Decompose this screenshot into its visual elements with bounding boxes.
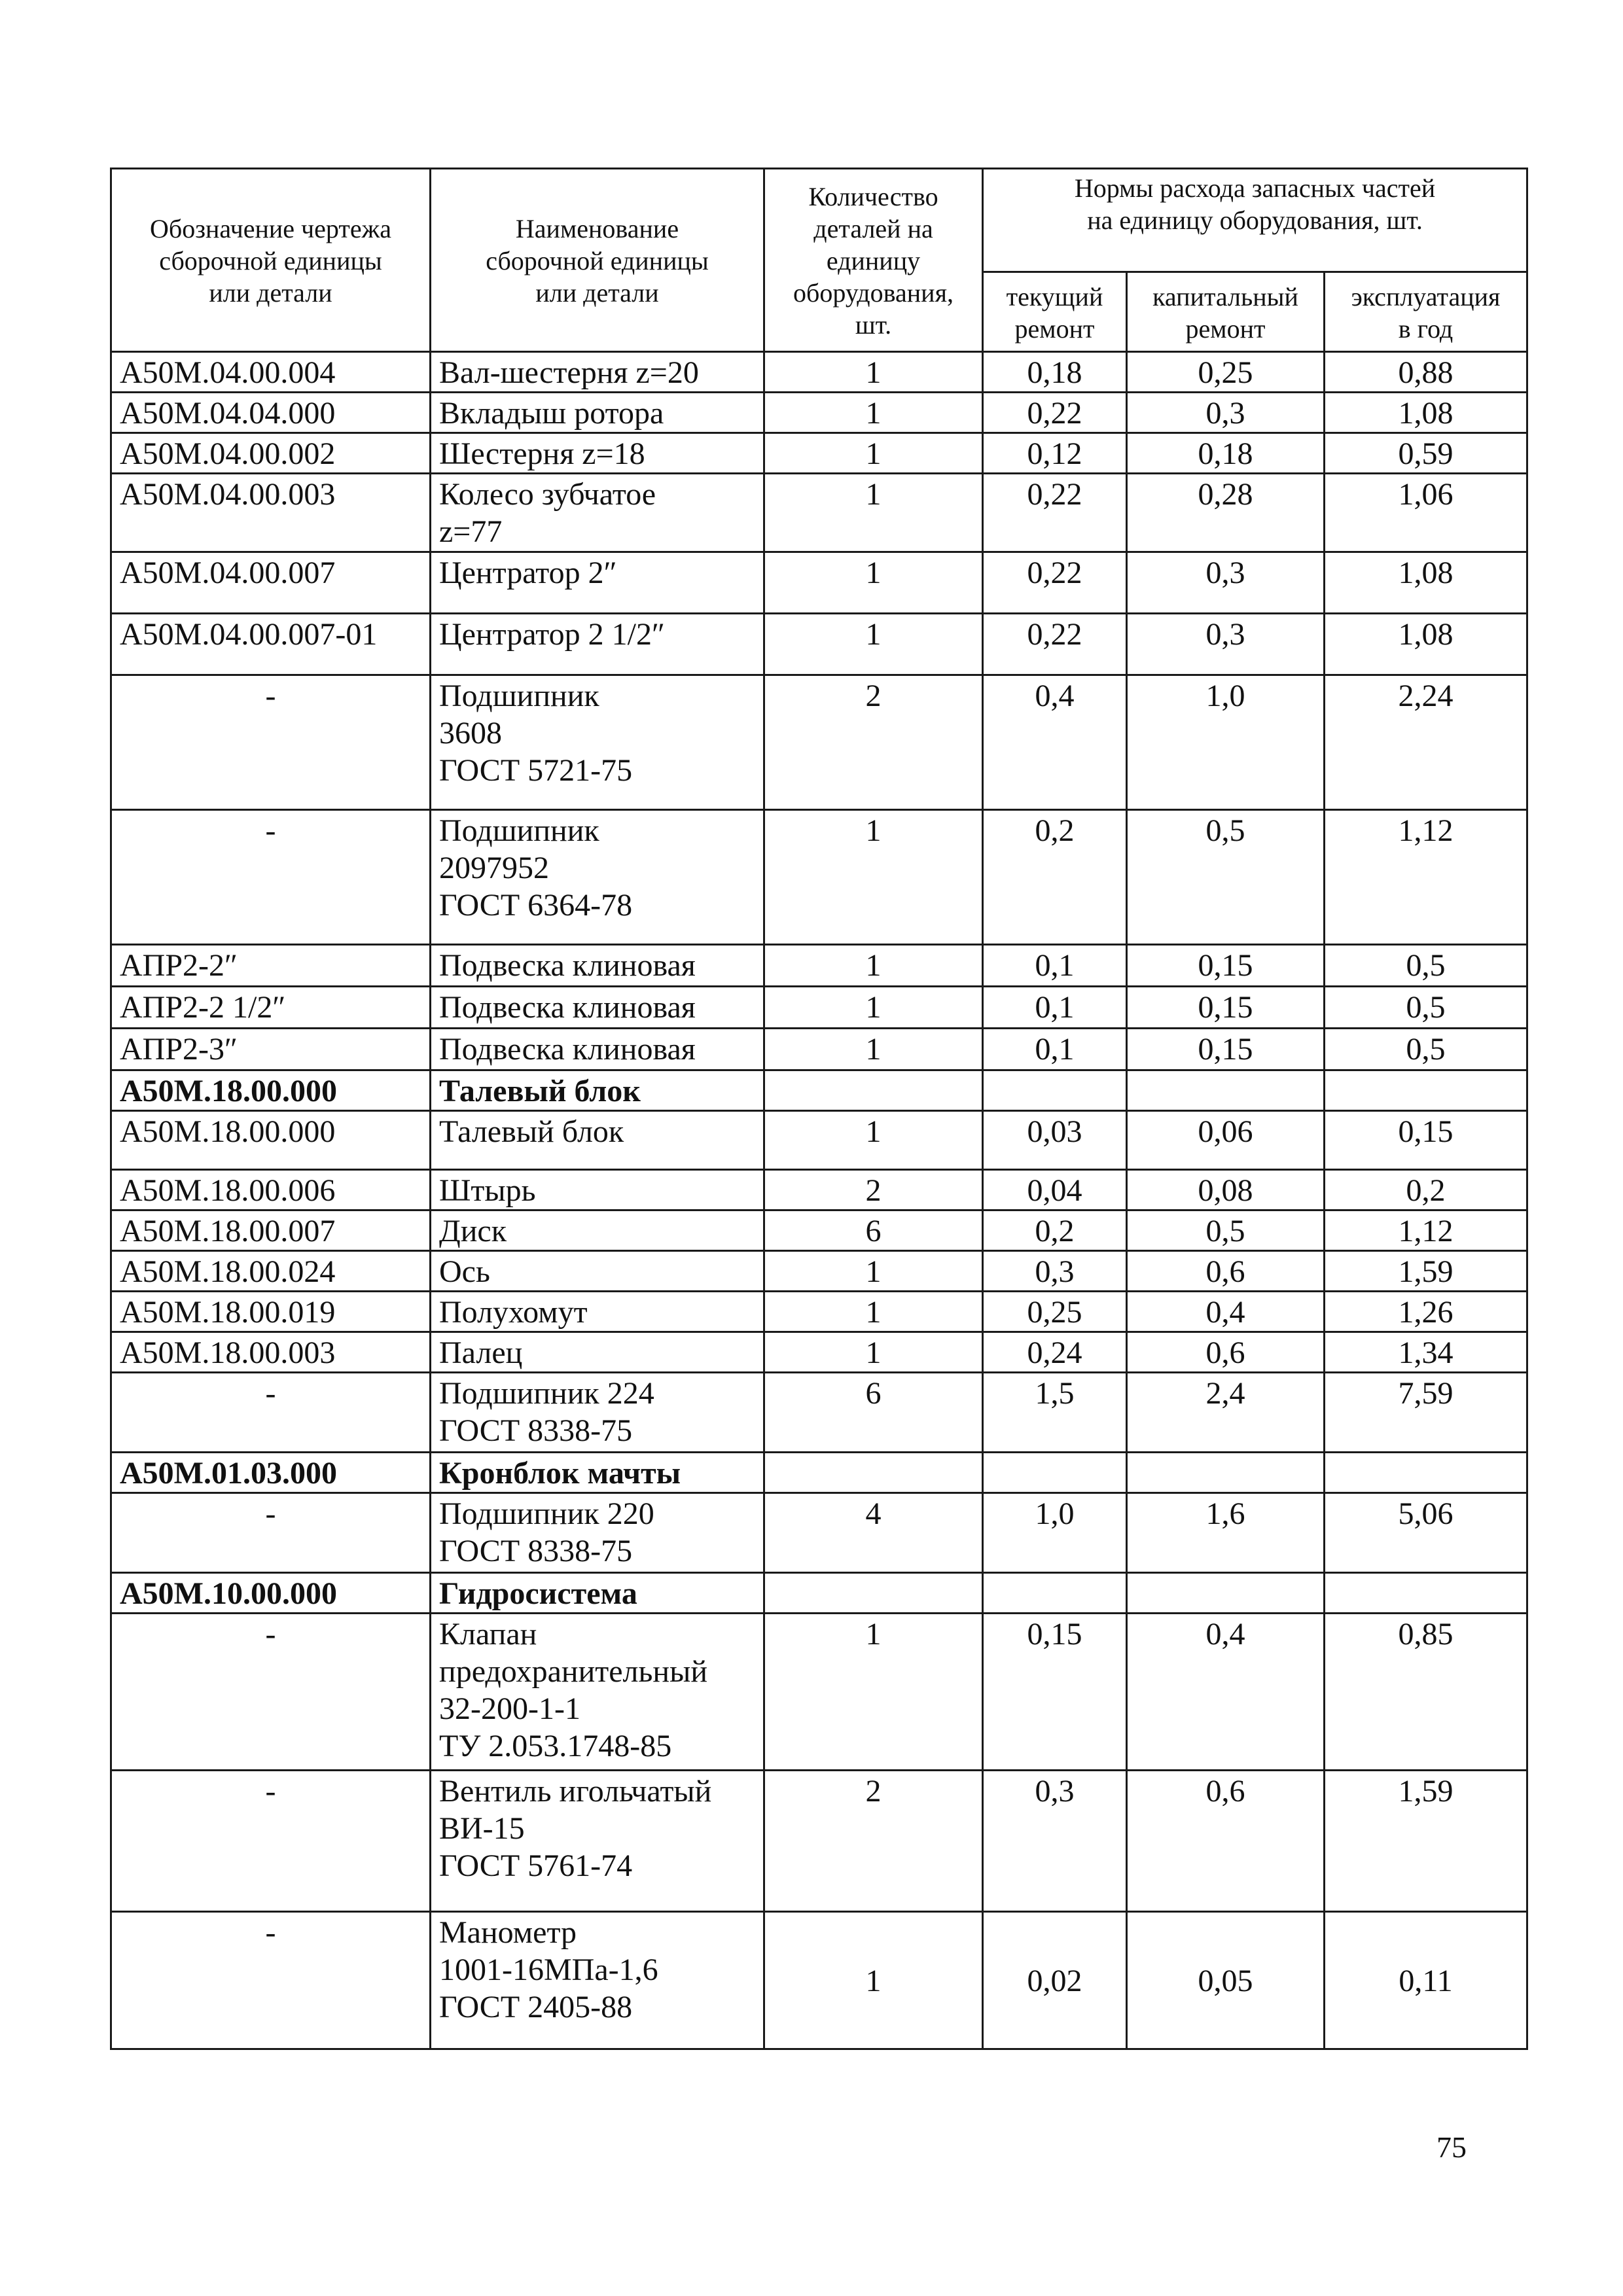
cell-operation-per-year: 0,59 <box>1325 433 1527 474</box>
header-line: или детали <box>535 278 659 308</box>
header-drawing-code <box>111 169 431 352</box>
cell-drawing-code: А50М.01.03.000 <box>111 1453 431 1493</box>
item-name-line: Талевый блок <box>439 1074 641 1108</box>
header-line: единицу <box>826 246 921 275</box>
item-name-line: Подвеска клиновая <box>439 990 696 1025</box>
cell-item-name <box>431 1614 764 1771</box>
cell-current-repair: 0,22 <box>983 614 1127 675</box>
item-name-line: 3608 <box>439 716 502 751</box>
cell-operation-per-year: 1,08 <box>1325 552 1527 614</box>
cell-quantity: 1 <box>764 987 983 1029</box>
cell-operation-per-year: 0,15 <box>1325 1111 1527 1170</box>
item-name-line: Гидросистема <box>439 1576 637 1611</box>
cell-capital-repair: 0,08 <box>1127 1170 1325 1210</box>
table-row <box>111 1493 1527 1573</box>
item-name-line: Ось <box>439 1254 490 1289</box>
cell-operation-per-year: 1,06 <box>1325 474 1527 552</box>
cell-operation-per-year: 1,59 <box>1325 1251 1527 1292</box>
header-line: сборочной единицы <box>159 246 382 275</box>
cell-quantity <box>764 1573 983 1614</box>
cell-capital-repair: 0,3 <box>1127 393 1325 433</box>
cell-quantity: 1 <box>764 1332 983 1373</box>
cell-current-repair: 0,02 <box>983 1912 1127 2049</box>
header-line: оборудования, <box>793 278 954 308</box>
header-line: шт. <box>855 310 892 340</box>
cell-item-name <box>431 1251 764 1292</box>
cell-quantity: 1 <box>764 1614 983 1771</box>
item-name-line: ТУ 2.053.1748-85 <box>439 1729 672 1763</box>
cell-current-repair: 0,22 <box>983 552 1127 614</box>
table-row <box>111 945 1527 987</box>
cell-drawing-code: А50М.18.00.006 <box>111 1170 431 1210</box>
cell-drawing-code: А50М.04.00.007-01 <box>111 614 431 675</box>
cell-item-name <box>431 1111 764 1170</box>
table-row <box>111 433 1527 474</box>
cell-drawing-code: А50М.04.00.003 <box>111 474 431 552</box>
cell-item-name <box>431 810 764 945</box>
cell-current-repair: 0,18 <box>983 352 1127 393</box>
cell-item-name <box>431 1070 764 1111</box>
table-row <box>111 393 1527 433</box>
cell-item-name <box>431 1332 764 1373</box>
cell-capital-repair: 0,05 <box>1127 1912 1325 2049</box>
cell-capital-repair: 0,06 <box>1127 1111 1325 1170</box>
cell-item-name <box>431 1493 764 1573</box>
item-name-line: 32-200-1-1 <box>439 1691 580 1726</box>
header-current-repair <box>983 272 1127 352</box>
cell-current-repair: 0,3 <box>983 1771 1127 1912</box>
cell-drawing-code: АПР2-3″ <box>111 1029 431 1070</box>
cell-operation-per-year: 2,24 <box>1325 675 1527 810</box>
header-line: сборочной единицы <box>486 246 709 275</box>
cell-capital-repair: 0,15 <box>1127 1029 1325 1070</box>
cell-current-repair: 0,4 <box>983 675 1127 810</box>
item-name-line: ВИ-15 <box>439 1811 525 1846</box>
cell-drawing-code: - <box>111 810 431 945</box>
cell-capital-repair: 0,5 <box>1127 810 1325 945</box>
cell-drawing-code: А50М.04.00.007 <box>111 552 431 614</box>
cell-drawing-code: - <box>111 675 431 810</box>
header-consumption-norms <box>983 169 1527 272</box>
cell-current-repair: 0,15 <box>983 1614 1127 1771</box>
cell-quantity: 2 <box>764 675 983 810</box>
item-name-line: 2097952 <box>439 851 549 885</box>
item-name-line: ГОСТ 5721-75 <box>439 753 633 788</box>
cell-item-name <box>431 945 764 987</box>
cell-capital-repair <box>1127 1453 1325 1493</box>
cell-operation-per-year <box>1325 1070 1527 1111</box>
table-row <box>111 1210 1527 1251</box>
table-row <box>111 1771 1527 1912</box>
table-row <box>111 810 1527 945</box>
cell-item-name <box>431 1029 764 1070</box>
section-row <box>111 1070 1527 1111</box>
item-name-line: Штырь <box>439 1173 536 1208</box>
header-line: капитальный <box>1152 281 1298 311</box>
cell-capital-repair: 0,28 <box>1127 474 1325 552</box>
item-name-line: Подвеска клиновая <box>439 948 696 983</box>
cell-drawing-code: АПР2-2″ <box>111 945 431 987</box>
header-line: Количество <box>808 182 938 211</box>
cell-quantity: 6 <box>764 1210 983 1251</box>
header-line: Наименование <box>515 214 679 243</box>
cell-operation-per-year: 0,88 <box>1325 352 1527 393</box>
cell-capital-repair: 1,6 <box>1127 1493 1325 1573</box>
cell-operation-per-year: 1,26 <box>1325 1292 1527 1332</box>
cell-operation-per-year: 5,06 <box>1325 1493 1527 1573</box>
cell-current-repair: 0,22 <box>983 393 1127 433</box>
section-row <box>111 1453 1527 1493</box>
cell-operation-per-year: 1,59 <box>1325 1771 1527 1912</box>
table-row <box>111 987 1527 1029</box>
table-row <box>111 474 1527 552</box>
cell-drawing-code: А50М.04.00.004 <box>111 352 431 393</box>
cell-current-repair: 0,24 <box>983 1332 1127 1373</box>
cell-current-repair: 0,04 <box>983 1170 1127 1210</box>
cell-capital-repair: 0,15 <box>1127 987 1325 1029</box>
item-name-line: Диск <box>439 1214 507 1248</box>
page-number: 75 <box>1436 2130 1467 2164</box>
cell-drawing-code: А50М.04.00.002 <box>111 433 431 474</box>
cell-capital-repair <box>1127 1573 1325 1614</box>
header-line: на единицу оборудования, шт. <box>1087 205 1423 235</box>
cell-quantity: 2 <box>764 1170 983 1210</box>
item-name-line: Вентиль игольчатый <box>439 1774 712 1809</box>
header-line: или детали <box>209 278 332 308</box>
cell-current-repair: 0,1 <box>983 1029 1127 1070</box>
cell-quantity: 1 <box>764 352 983 393</box>
cell-operation-per-year <box>1325 1573 1527 1614</box>
cell-current-repair: 0,2 <box>983 1210 1127 1251</box>
table-row <box>111 1912 1527 2049</box>
cell-current-repair <box>983 1453 1127 1493</box>
cell-current-repair: 1,0 <box>983 1493 1127 1573</box>
cell-item-name <box>431 987 764 1029</box>
cell-drawing-code: - <box>111 1373 431 1453</box>
header-operation-per-year <box>1325 272 1527 352</box>
cell-drawing-code: А50М.10.00.000 <box>111 1573 431 1614</box>
cell-quantity: 1 <box>764 393 983 433</box>
item-name-line: Кронблок мачты <box>439 1456 681 1491</box>
cell-drawing-code: - <box>111 1614 431 1771</box>
table-row <box>111 1292 1527 1332</box>
cell-drawing-code: А50М.18.00.019 <box>111 1292 431 1332</box>
cell-quantity: 1 <box>764 1912 983 2049</box>
cell-capital-repair: 2,4 <box>1127 1373 1325 1453</box>
item-name-line: Палец <box>439 1335 523 1370</box>
cell-quantity: 1 <box>764 1292 983 1332</box>
cell-quantity: 1 <box>764 552 983 614</box>
cell-quantity: 1 <box>764 1029 983 1070</box>
cell-capital-repair: 0,25 <box>1127 352 1325 393</box>
header-line: деталей на <box>813 214 933 243</box>
item-name-line: Подшипник 224 <box>439 1376 654 1411</box>
item-name-line: предохранительный <box>439 1654 708 1689</box>
cell-current-repair <box>983 1573 1127 1614</box>
cell-capital-repair: 0,3 <box>1127 552 1325 614</box>
cell-quantity: 1 <box>764 433 983 474</box>
cell-current-repair: 0,22 <box>983 474 1127 552</box>
cell-quantity: 1 <box>764 810 983 945</box>
cell-operation-per-year: 0,5 <box>1325 945 1527 987</box>
cell-operation-per-year: 1,34 <box>1325 1332 1527 1373</box>
cell-item-name <box>431 1373 764 1453</box>
cell-current-repair: 1,5 <box>983 1373 1127 1453</box>
table-row <box>111 675 1527 810</box>
cell-current-repair: 0,3 <box>983 1251 1127 1292</box>
cell-drawing-code: А50М.18.00.007 <box>111 1210 431 1251</box>
table-row <box>111 1029 1527 1070</box>
cell-drawing-code: - <box>111 1771 431 1912</box>
cell-item-name <box>431 1453 764 1493</box>
item-name-line: Подшипник 220 <box>439 1496 654 1531</box>
table-row <box>111 1373 1527 1453</box>
cell-current-repair: 0,1 <box>983 945 1127 987</box>
header-line: эксплуатация <box>1351 281 1501 311</box>
item-name-line: 1001-16МПа-1,6 <box>439 1952 658 1987</box>
cell-drawing-code: АПР2-2 1/2″ <box>111 987 431 1029</box>
cell-capital-repair: 0,6 <box>1127 1771 1325 1912</box>
header-item-name <box>431 169 764 352</box>
cell-item-name <box>431 675 764 810</box>
cell-drawing-code: А50М.18.00.000 <box>111 1111 431 1170</box>
cell-item-name <box>431 614 764 675</box>
table-body <box>111 352 1527 2049</box>
item-name-line: ГОСТ 5761-74 <box>439 1848 633 1883</box>
cell-current-repair <box>983 1070 1127 1111</box>
item-name-line: Манометр <box>439 1915 577 1950</box>
table-row <box>111 614 1527 675</box>
table-row <box>111 552 1527 614</box>
cell-operation-per-year: 0,11 <box>1325 1912 1527 2049</box>
cell-item-name <box>431 352 764 393</box>
header-line: Нормы расхода запасных частей <box>1074 173 1436 203</box>
table-row <box>111 1170 1527 1210</box>
header-line: Обозначение чертежа <box>149 214 391 243</box>
cell-capital-repair: 0,3 <box>1127 614 1325 675</box>
item-name-line: Шестерня z=18 <box>439 436 645 471</box>
cell-operation-per-year: 0,85 <box>1325 1614 1527 1771</box>
item-name-line: Подшипник <box>439 813 599 848</box>
cell-quantity: 1 <box>764 945 983 987</box>
cell-operation-per-year: 1,08 <box>1325 393 1527 433</box>
item-name-line: Центратор 2″ <box>439 556 617 590</box>
item-name-line: Центратор 2 1/2″ <box>439 617 665 652</box>
item-name-line: Полухомут <box>439 1295 588 1330</box>
cell-item-name <box>431 393 764 433</box>
cell-quantity <box>764 1070 983 1111</box>
cell-current-repair: 0,03 <box>983 1111 1127 1170</box>
cell-item-name <box>431 1292 764 1332</box>
cell-item-name <box>431 1771 764 1912</box>
item-name-line: Вал-шестерня z=20 <box>439 355 699 390</box>
cell-item-name <box>431 1170 764 1210</box>
cell-drawing-code: А50М.18.00.003 <box>111 1332 431 1373</box>
item-name-line: ГОСТ 2405-88 <box>439 1990 633 2024</box>
cell-quantity: 2 <box>764 1771 983 1912</box>
cell-current-repair: 0,2 <box>983 810 1127 945</box>
cell-drawing-code: А50М.18.00.000 <box>111 1070 431 1111</box>
item-name-line: Подвеска клиновая <box>439 1032 696 1067</box>
cell-quantity: 4 <box>764 1493 983 1573</box>
cell-operation-per-year: 1,12 <box>1325 1210 1527 1251</box>
item-name-line: Талевый блок <box>439 1114 624 1149</box>
item-name-line: Вкладыш ротора <box>439 396 664 431</box>
cell-quantity: 6 <box>764 1373 983 1453</box>
cell-operation-per-year: 0,2 <box>1325 1170 1527 1210</box>
cell-capital-repair: 0,15 <box>1127 945 1325 987</box>
cell-operation-per-year: 1,12 <box>1325 810 1527 945</box>
header-line: ремонт <box>1014 313 1095 344</box>
section-row <box>111 1573 1527 1614</box>
header-line: текущий <box>1006 281 1103 311</box>
table-row <box>111 1614 1527 1771</box>
cell-capital-repair: 0,18 <box>1127 433 1325 474</box>
item-name-line: ГОСТ 6364-78 <box>439 888 633 923</box>
header-line: ремонт <box>1185 313 1266 344</box>
cell-capital-repair: 0,6 <box>1127 1251 1325 1292</box>
table-row <box>111 352 1527 393</box>
cell-item-name <box>431 1573 764 1614</box>
cell-current-repair: 0,25 <box>983 1292 1127 1332</box>
cell-quantity: 1 <box>764 1111 983 1170</box>
cell-capital-repair: 0,6 <box>1127 1332 1325 1373</box>
cell-quantity: 1 <box>764 474 983 552</box>
cell-item-name <box>431 1912 764 2049</box>
cell-drawing-code: А50М.18.00.024 <box>111 1251 431 1292</box>
spare-parts-table <box>110 168 1528 2050</box>
cell-current-repair: 0,1 <box>983 987 1127 1029</box>
cell-capital-repair: 1,0 <box>1127 675 1325 810</box>
cell-drawing-code: - <box>111 1493 431 1573</box>
item-name-line: Колесо зубчатое <box>439 477 656 512</box>
cell-capital-repair: 0,4 <box>1127 1614 1325 1771</box>
item-name-line: Клапан <box>439 1617 537 1651</box>
item-name-line: z=77 <box>439 514 503 549</box>
cell-capital-repair: 0,4 <box>1127 1292 1325 1332</box>
table-row <box>111 1332 1527 1373</box>
item-name-line: Подшипник <box>439 679 599 713</box>
cell-quantity: 1 <box>764 1251 983 1292</box>
cell-item-name <box>431 1210 764 1251</box>
cell-item-name <box>431 433 764 474</box>
table-row <box>111 1111 1527 1170</box>
cell-quantity: 1 <box>764 614 983 675</box>
header-quantity <box>764 169 983 352</box>
header-capital-repair <box>1127 272 1325 352</box>
cell-operation-per-year: 0,5 <box>1325 987 1527 1029</box>
cell-quantity <box>764 1453 983 1493</box>
item-name-line: ГОСТ 8338-75 <box>439 1534 633 1568</box>
table-row <box>111 1251 1527 1292</box>
cell-item-name <box>431 474 764 552</box>
cell-drawing-code: А50М.04.04.000 <box>111 393 431 433</box>
cell-capital-repair: 0,5 <box>1127 1210 1325 1251</box>
item-name-line: ГОСТ 8338-75 <box>439 1413 633 1448</box>
table-header <box>111 169 1527 352</box>
cell-current-repair: 0,12 <box>983 433 1127 474</box>
cell-operation-per-year: 0,5 <box>1325 1029 1527 1070</box>
cell-operation-per-year <box>1325 1453 1527 1493</box>
cell-item-name <box>431 552 764 614</box>
cell-operation-per-year: 1,08 <box>1325 614 1527 675</box>
cell-operation-per-year: 7,59 <box>1325 1373 1527 1453</box>
cell-drawing-code: - <box>111 1912 431 2049</box>
header-line: в год <box>1398 313 1454 344</box>
cell-capital-repair <box>1127 1070 1325 1111</box>
